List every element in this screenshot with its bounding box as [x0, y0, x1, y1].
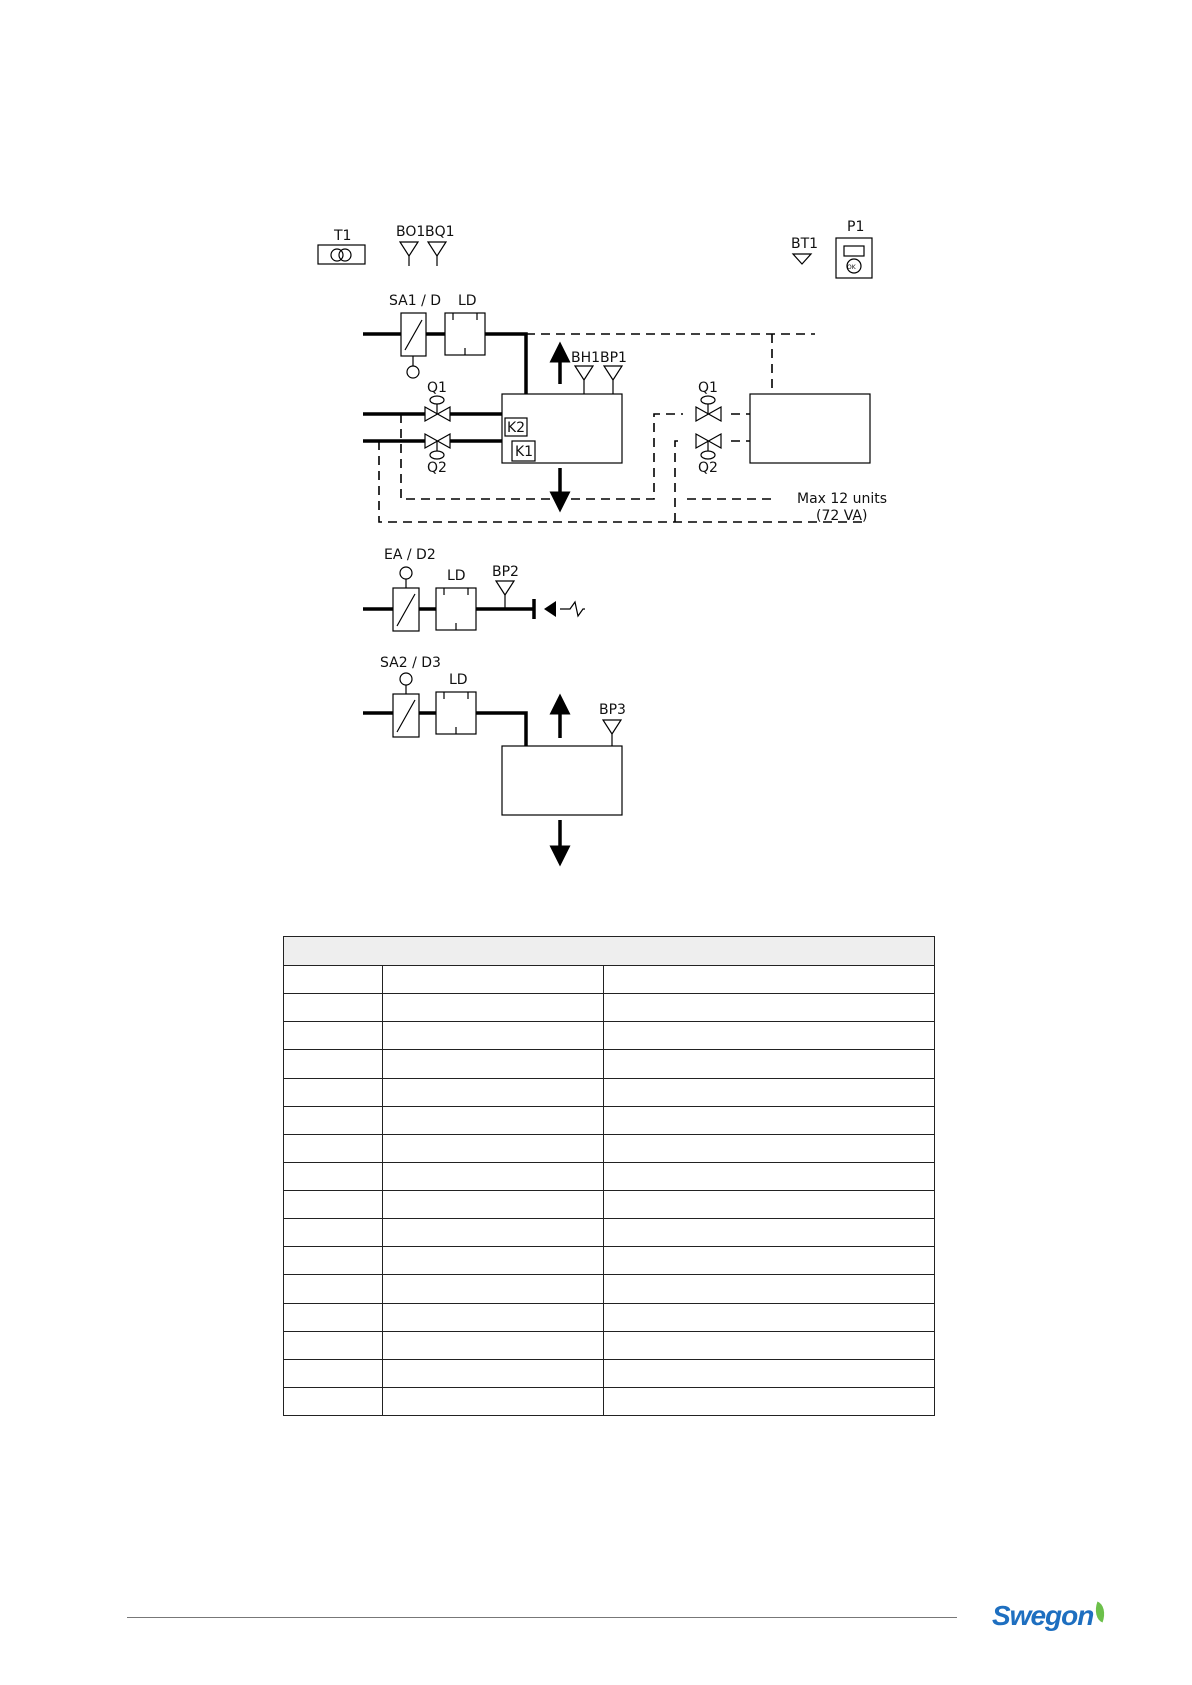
table-row: [284, 1219, 935, 1247]
sa2-label: SA2 / D3: [380, 655, 441, 671]
table-row: [284, 1387, 935, 1415]
table-cell: [604, 1134, 935, 1162]
p1-ok-label: OK: [847, 264, 856, 271]
k1-label: K1: [515, 444, 534, 460]
ea-label: EA / D2: [384, 547, 436, 563]
supply-duct-to-unit: [485, 334, 526, 394]
bt1-label: BT1: [791, 236, 819, 252]
brand-leaf-icon: [1091, 1601, 1108, 1622]
bo1-label: BO1: [396, 224, 426, 240]
table-row: [284, 1331, 935, 1359]
table-row: [284, 1247, 935, 1275]
table-row: [284, 1303, 935, 1331]
table-cell: [284, 1275, 383, 1303]
damper-sa1: [401, 313, 426, 378]
room-unit-slave: [750, 394, 870, 463]
table-row: [284, 1275, 935, 1303]
table-cell: [383, 1022, 604, 1050]
table-row: [284, 1191, 935, 1219]
component-table: [283, 936, 935, 1416]
table-cell: [284, 994, 383, 1022]
table-cell: [604, 1219, 935, 1247]
table-cell: [604, 1275, 935, 1303]
bh1-label: BH1: [571, 350, 601, 366]
table-cell: [604, 1022, 935, 1050]
table-cell: [604, 966, 935, 994]
footer-divider: [127, 1617, 957, 1618]
bq1-label: BQ1: [425, 224, 455, 240]
table-cell: [383, 1247, 604, 1275]
table-row: [284, 1134, 935, 1162]
valve-q1-left: [425, 380, 450, 421]
table-row: [284, 1359, 935, 1387]
table-header-row: [284, 937, 935, 966]
p1-label: P1: [847, 219, 865, 235]
sensor-bh1: [571, 350, 600, 394]
ld2-label: LD: [447, 568, 466, 584]
table-row: [284, 1162, 935, 1190]
q1-right-label: Q1: [698, 380, 718, 396]
table-cell: [284, 1078, 383, 1106]
table-row: [284, 1050, 935, 1078]
table-row: [284, 966, 935, 994]
sound-attenuator-ld3: [436, 672, 476, 734]
terminal-k1: [512, 441, 535, 461]
extract-grille: [534, 599, 585, 619]
table-cell: [383, 1387, 604, 1415]
table-cell: [604, 994, 935, 1022]
table-cell: [383, 994, 604, 1022]
sound-attenuator-ld1: [445, 293, 485, 355]
table-cell: [284, 1247, 383, 1275]
table-cell: [604, 1303, 935, 1331]
table-cell: [383, 1050, 604, 1078]
valve-q1-right: [696, 380, 721, 421]
control-panel-p1: [836, 219, 872, 278]
sensor-bq1: [425, 224, 455, 266]
bp2-label: BP2: [492, 564, 519, 580]
table-header-cell: [284, 937, 935, 966]
brand-logo: Swegon: [992, 1600, 1094, 1631]
va-label: (72 VA): [816, 508, 868, 524]
table-cell: [383, 966, 604, 994]
transformer-t1: [318, 228, 365, 264]
table-row: [284, 994, 935, 1022]
q2-left-label: Q2: [427, 460, 447, 476]
table-cell: [604, 1387, 935, 1415]
table-cell: [284, 966, 383, 994]
q1-left-label: Q1: [427, 380, 447, 396]
table-cell: [284, 1191, 383, 1219]
table-row: [284, 1078, 935, 1106]
table-cell: [284, 1022, 383, 1050]
table-cell: [383, 1106, 604, 1134]
table-row: [284, 1022, 935, 1050]
table-cell: [284, 1359, 383, 1387]
table-cell: [383, 1219, 604, 1247]
table-cell: [604, 1331, 935, 1359]
supply-duct-2-to-unit: [476, 713, 526, 746]
table-cell: [383, 1078, 604, 1106]
table-cell: [284, 1387, 383, 1415]
terminal-k2: [505, 418, 527, 436]
damper-sa2: [393, 694, 419, 737]
max-units-label: Max 12 units: [797, 491, 888, 507]
q2-right-label: Q2: [698, 460, 718, 476]
table-cell: [604, 1078, 935, 1106]
table-cell: [284, 1303, 383, 1331]
table-cell: [604, 1106, 935, 1134]
bp1-label: BP1: [600, 350, 627, 366]
table-cell: [284, 1106, 383, 1134]
table-cell: [284, 1162, 383, 1190]
valve-q2-left: [425, 434, 450, 476]
table-cell: [383, 1303, 604, 1331]
table-row: [284, 1106, 935, 1134]
sensor-bp2: [492, 564, 519, 609]
table-cell: [604, 1359, 935, 1387]
table-cell: [284, 1331, 383, 1359]
bp3-label: BP3: [599, 702, 626, 718]
table-cell: [383, 1275, 604, 1303]
sa1-label: SA1 / D: [389, 293, 442, 309]
sensor-bo1: [396, 224, 425, 266]
table-cell: [284, 1050, 383, 1078]
table-cell: [383, 1162, 604, 1190]
sensor-bp1: [600, 350, 627, 394]
damper-ea: [393, 588, 419, 631]
ld3-label: LD: [449, 672, 468, 688]
table-cell: [383, 1359, 604, 1387]
table-cell: [284, 1134, 383, 1162]
table-cell: [383, 1191, 604, 1219]
sound-attenuator-ld2: [436, 568, 476, 630]
table-cell: [383, 1134, 604, 1162]
table-cell: [284, 1219, 383, 1247]
table-cell: [383, 1331, 604, 1359]
t1-label: T1: [334, 228, 352, 244]
table-cell: [604, 1050, 935, 1078]
ld1-label: LD: [458, 293, 477, 309]
table-cell: [604, 1162, 935, 1190]
table-cell: [604, 1247, 935, 1275]
valve-q2-right: [696, 434, 721, 476]
k2-label: K2: [507, 420, 526, 436]
sensor-bt1: [791, 236, 818, 264]
table-cell: [604, 1191, 935, 1219]
sensor-bp3: [599, 702, 626, 746]
room-unit-second: [502, 746, 622, 815]
